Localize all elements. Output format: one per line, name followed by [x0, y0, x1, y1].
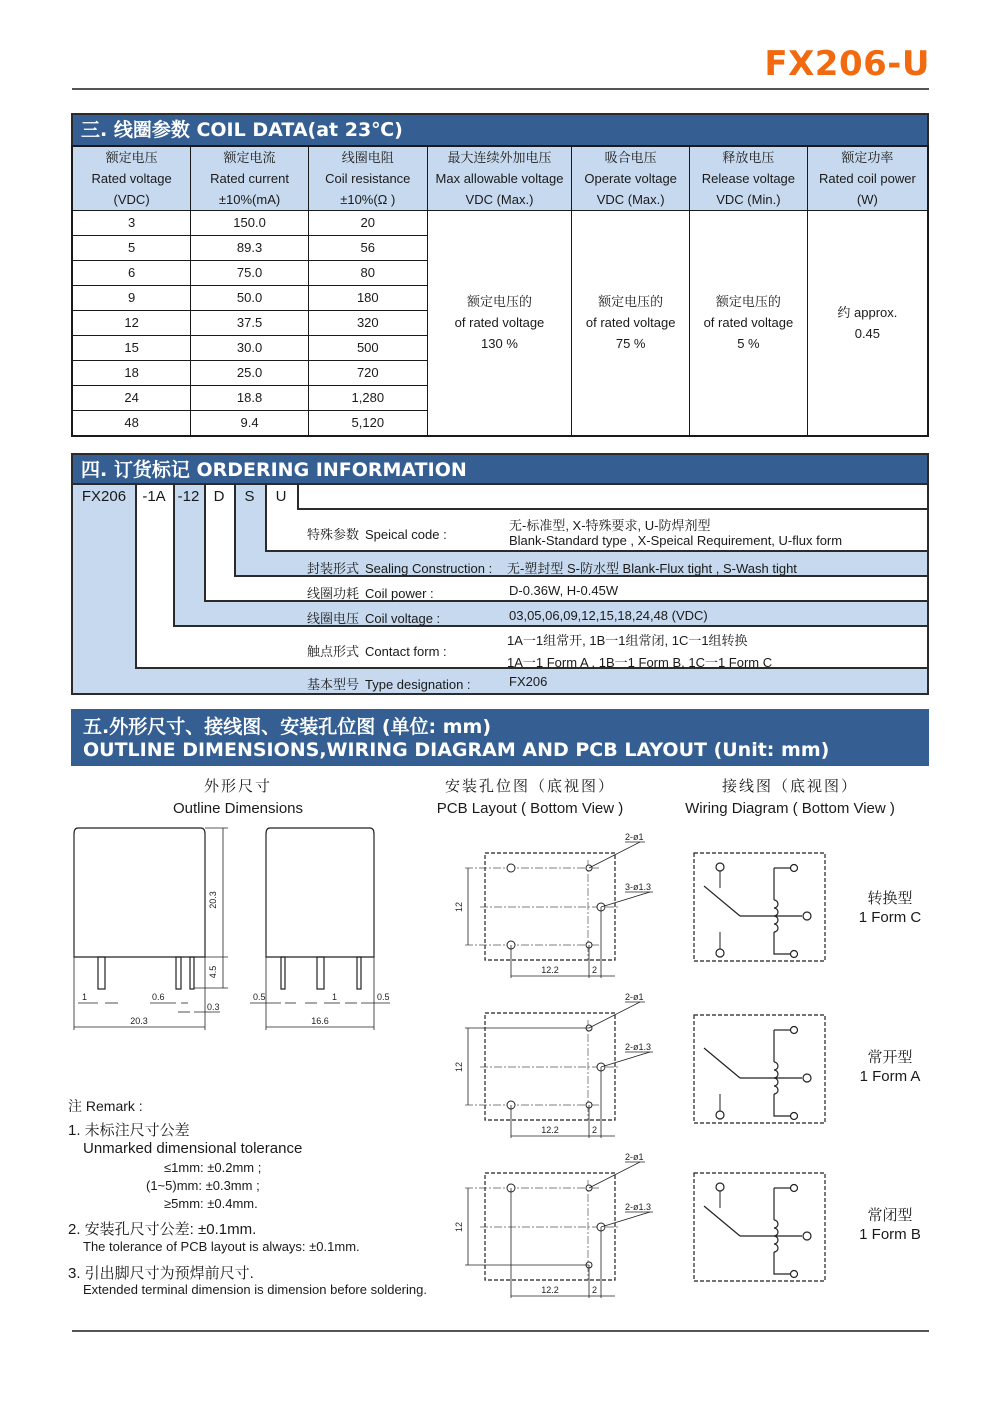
cell-voltage: 15: [72, 336, 191, 361]
dim-pin-offset: 0.3: [207, 1002, 220, 1012]
ordering-title: 四. 订货标记 ORDERING INFORMATION: [81, 459, 467, 481]
pcb-heading-zh: 安装孔位图（底视图）: [444, 778, 615, 795]
field-sealing: 封装形式 Sealing Construction :: [307, 561, 493, 576]
coil-power-value: D-0.36W, H-0.45W: [509, 583, 619, 598]
cell-voltage: 48: [72, 411, 191, 436]
outline-drawing: [60, 820, 400, 1040]
pcb-heading-en: PCB Layout ( Bottom View ): [436, 800, 624, 817]
table-row: [72, 211, 928, 236]
outline-heading-en: Outline Dimensions: [172, 800, 304, 817]
cell-current: 25.0: [191, 361, 309, 386]
dim-side-left: 0.5: [253, 992, 266, 1002]
remark-3-zh: 3. 引出脚尺寸为预焊前尺寸.: [68, 1265, 254, 1282]
ordering-banner: [71, 453, 929, 485]
cell-current: 30.0: [191, 336, 309, 361]
cell-resistance: 1,280: [308, 386, 427, 411]
cell-operate-voltage: 额定电压的 of rated voltage 75 %: [572, 211, 690, 436]
wiring-diagrams: [690, 850, 830, 1290]
remark-2-en: The tolerance of PCB layout is always: ±0.1mm.: [83, 1239, 360, 1254]
dim-pin-length: 4.5: [208, 965, 218, 979]
outline-title-zh: 五.外形尺寸、接线图、安装孔位图 (单位: mm): [83, 716, 492, 738]
special-code-value-en: Blank-Standard type , X-Speical Requirement, U-flux form: [509, 533, 843, 548]
pin: [176, 957, 181, 989]
tolerance-2: (1~5)mm: ±0.3mm ;: [146, 1178, 260, 1193]
cell-current: 89.3: [191, 236, 309, 261]
cell-resistance: 80: [308, 261, 427, 286]
pcb-dim-horizontal: 12.2: [541, 965, 559, 975]
pcb-dim-vertical: 12: [454, 1061, 464, 1073]
dim-width: 20.3: [130, 1016, 148, 1026]
coil-data-title: 三. 线圈参数 COIL DATA(at 23℃): [81, 119, 403, 141]
cell-current: 37.5: [191, 311, 309, 336]
pcb-layout-form-c: [454, 832, 653, 978]
contact-form-value-zh: 1A一1组常开, 1B一1组常闭, 1C一1组转换: [507, 633, 748, 648]
pcb-small-holes: 2-ø1: [625, 992, 644, 1002]
dim-height: 20.3: [208, 891, 218, 909]
pcb-large-holes: 3-ø1.3: [625, 882, 652, 892]
relay-body-front: [74, 828, 205, 957]
cell-current: 18.8: [191, 386, 309, 411]
dim-pin-width-2: 0.6: [152, 992, 165, 1002]
pin: [98, 957, 105, 989]
remark-1-zh: 1. 未标注尺寸公差: [68, 1122, 190, 1139]
model-title: FX206-U: [764, 44, 930, 84]
cell-coil-power: 约 approx. 0.45: [807, 211, 928, 436]
dim-side-pin: 1: [332, 992, 338, 1002]
field-contact-form: 触点形式 Contact form :: [307, 644, 447, 659]
remark-title: 注 Remark :: [68, 1098, 143, 1114]
pcb-dim-horizontal: 12.2: [541, 1125, 559, 1135]
top-divider: [72, 88, 929, 90]
cell-resistance: 500: [308, 336, 427, 361]
cell-current: 50.0: [191, 286, 309, 311]
special-code-value-zh: 无-标准型, X-特殊要求, U-防焊剂型: [509, 518, 711, 533]
col-operate-voltage: 吸合电压 Operate voltage VDC (Max.): [572, 146, 690, 211]
field-special-code: 特殊参数 Speical code :: [307, 527, 447, 542]
cell-voltage: 3: [72, 211, 191, 236]
cell-voltage: 24: [72, 386, 191, 411]
cell-resistance: 720: [308, 361, 427, 386]
pcb-dim-vertical: 12: [454, 901, 464, 913]
cell-voltage: 6: [72, 261, 191, 286]
col-max-voltage: 最大连续外加电压 Max allowable voltage VDC (Max.): [427, 146, 572, 211]
dim-depth: 16.6: [311, 1016, 329, 1026]
col-rated-current: 额定电流 Rated current ±10%(mA): [191, 146, 309, 211]
contact-form-value-en: 1A一1 Form A , 1B一1 Form B, 1C一1 Form C: [507, 655, 773, 670]
field-coil-voltage: 线圈电压 Coil voltage :: [307, 611, 441, 626]
col-coil-power: 额定功率 Rated coil power (W): [807, 146, 928, 211]
outline-heading-zh: 外形尺寸: [203, 778, 272, 795]
dim-pin-width-1: 1: [82, 992, 88, 1002]
pin: [357, 957, 361, 989]
cell-current: 75.0: [191, 261, 309, 286]
pin: [317, 957, 324, 989]
field-type-designation: 基本型号 Type designation :: [307, 677, 471, 692]
pcb-dim-offset: 2: [592, 965, 598, 975]
cell-current: 9.4: [191, 411, 309, 436]
pin: [190, 957, 194, 989]
frame-blank: [297, 485, 927, 510]
pcb-dim-offset: 2: [592, 1285, 598, 1295]
pcb-dim-offset: 2: [592, 1125, 598, 1135]
pcb-large-holes: 2-ø1.3: [625, 1042, 652, 1052]
cell-current: 150.0: [191, 211, 309, 236]
remark-1-en: Unmarked dimensional tolerance: [83, 1140, 303, 1157]
tolerance-3: ≥5mm: ±0.4mm.: [164, 1196, 258, 1211]
pin: [281, 957, 285, 989]
dim-side-right: 0.5: [377, 992, 390, 1002]
pcb-small-holes: 2-ø1: [625, 832, 644, 842]
cell-voltage: 18: [72, 361, 191, 386]
cell-resistance: 5,120: [308, 411, 427, 436]
cell-voltage: 12: [72, 311, 191, 336]
wiring-form-a: [694, 1015, 825, 1123]
code-type: FX206: [81, 488, 127, 505]
sealing-value: 无-塑封型 S-防水型 Blank-Flux tight , S-Wash tight: [507, 561, 797, 576]
outline-banner: [71, 709, 929, 766]
pcb-small-holes: 2-ø1: [625, 1152, 644, 1162]
code-sealing: S: [244, 488, 255, 505]
col-coil-resistance: 线圈电阻 Coil resistance ±10%(Ω ): [308, 146, 427, 211]
col-release-voltage: 释放电压 Release voltage VDC (Min.): [690, 146, 808, 211]
coil-data-banner: [71, 113, 929, 145]
bottom-divider: [72, 1330, 929, 1332]
cell-max-voltage: 额定电压的 of rated voltage 130 %: [427, 211, 572, 436]
cell-resistance: 180: [308, 286, 427, 311]
coil-table-header: [72, 146, 928, 211]
code-coil-power: D: [213, 488, 225, 505]
remark-3-en: Extended terminal dimension is dimension before soldering.: [83, 1282, 427, 1297]
pcb-layout-form-b: [454, 1152, 653, 1298]
cell-resistance: 56: [308, 236, 427, 261]
outline-title-en: OUTLINE DIMENSIONS,WIRING DIAGRAM AND PCB LAYOUT (Unit: mm): [83, 739, 830, 761]
cell-resistance: 20: [308, 211, 427, 236]
cell-release-voltage: 额定电压的 of rated voltage 5 %: [690, 211, 808, 436]
type-value: FX206: [509, 674, 548, 689]
coil-data-table: [71, 145, 929, 437]
cell-voltage: 5: [72, 236, 191, 261]
wiring-heading-zh: 接线图（底视图）: [721, 778, 858, 795]
ordering-diagram: [71, 485, 929, 695]
cell-voltage: 9: [72, 286, 191, 311]
code-special: U: [275, 488, 287, 505]
wiring-form-b: [694, 1173, 825, 1281]
coil-voltage-value: 03,05,06,09,12,15,18,24,48 (VDC): [509, 608, 708, 623]
wiring-label-form-b: 常闭型 1 Form B: [859, 1207, 921, 1243]
wiring-form-c: [694, 853, 825, 961]
pcb-layouts: [440, 830, 670, 1310]
code-contact-form: -1A: [142, 488, 166, 505]
pcb-large-holes: 2-ø1.3: [625, 1202, 652, 1212]
cell-resistance: 320: [308, 311, 427, 336]
pcb-dim-horizontal: 12.2: [541, 1285, 559, 1295]
wiring-label-form-a: 常开型 1 Form A: [859, 1049, 921, 1085]
pcb-dim-vertical: 12: [454, 1221, 464, 1233]
code-coil-voltage: -12: [177, 488, 200, 505]
wiring-heading-en: Wiring Diagram ( Bottom View ): [685, 800, 895, 817]
pcb-layout-form-a: [454, 992, 653, 1138]
col-rated-voltage: 额定电压 Rated voltage (VDC): [72, 146, 191, 211]
wiring-label-form-c: 转换型 1 Form C: [858, 890, 922, 926]
field-coil-power: 线圈功耗 Coil power :: [307, 586, 434, 601]
remark-2-zh: 2. 安装孔尺寸公差: ±0.1mm.: [68, 1221, 257, 1238]
relay-body-side: [266, 828, 374, 957]
tolerance-1: ≤1mm: ±0.2mm ;: [164, 1160, 262, 1175]
